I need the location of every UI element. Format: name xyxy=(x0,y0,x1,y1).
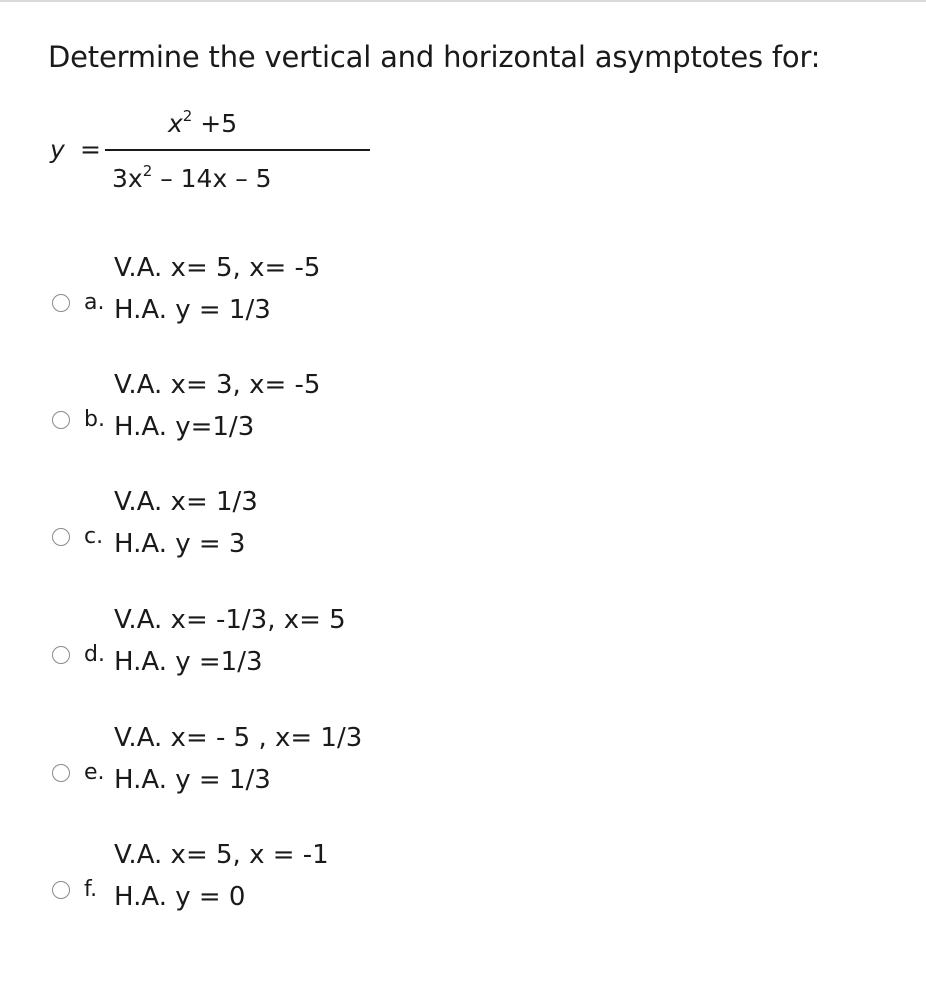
question-prompt: Determine the vertical and horizontal asymptotes for: xyxy=(48,40,821,74)
rational-function-equation xyxy=(50,103,350,203)
answer-option-e[interactable] xyxy=(0,720,926,812)
option-letter: d. xyxy=(84,642,105,667)
answer-option-c[interactable] xyxy=(0,484,926,576)
radio-button-d[interactable] xyxy=(52,646,70,664)
option-horizontal-asymptote: H.A. y = 1/3 xyxy=(114,295,271,325)
option-letter: a. xyxy=(84,290,105,315)
numerator-base: x xyxy=(168,109,183,138)
option-vertical-asymptote: V.A. x= 5, x= -5 xyxy=(114,253,321,283)
option-vertical-asymptote: V.A. x= 3, x= -5 xyxy=(114,370,321,400)
fraction-denominator xyxy=(112,162,272,193)
radio-button-f[interactable] xyxy=(52,881,70,899)
radio-button-a[interactable] xyxy=(52,294,70,312)
fraction-bar xyxy=(105,149,370,151)
numerator-rest: +5 xyxy=(192,109,238,138)
option-horizontal-asymptote: H.A. y =1/3 xyxy=(114,647,263,677)
radio-button-e[interactable] xyxy=(52,764,70,782)
option-vertical-asymptote: V.A. x= 1/3 xyxy=(114,487,258,517)
equation-lhs: y xyxy=(50,135,65,164)
option-vertical-asymptote: V.A. x= - 5 , x= 1/3 xyxy=(114,723,363,753)
answer-option-a[interactable] xyxy=(0,250,926,342)
answer-option-d[interactable] xyxy=(0,602,926,694)
option-horizontal-asymptote: H.A. y = 3 xyxy=(114,529,246,559)
option-horizontal-asymptote: H.A. y = 0 xyxy=(114,882,246,912)
fraction-numerator xyxy=(168,107,237,138)
numerator-exponent: 2 xyxy=(182,107,193,125)
answer-option-b[interactable] xyxy=(0,367,926,459)
option-horizontal-asymptote: H.A. y = 1/3 xyxy=(114,765,271,795)
denominator-exponent: 2 xyxy=(142,162,153,180)
equation-equals-sign: = xyxy=(80,135,101,164)
denominator-rest: – 14x – 5 xyxy=(152,164,272,193)
denominator-coef: 3x xyxy=(112,164,143,193)
answer-option-f[interactable] xyxy=(0,837,926,929)
option-letter: c. xyxy=(84,524,104,549)
option-letter: f. xyxy=(84,877,98,902)
option-vertical-asymptote: V.A. x= -1/3, x= 5 xyxy=(114,605,346,635)
option-vertical-asymptote: V.A. x= 5, x = -1 xyxy=(114,840,329,870)
option-horizontal-asymptote: H.A. y=1/3 xyxy=(114,412,255,442)
top-divider xyxy=(0,0,926,2)
option-letter: b. xyxy=(84,407,105,432)
radio-button-b[interactable] xyxy=(52,411,70,429)
option-letter: e. xyxy=(84,760,105,785)
radio-button-c[interactable] xyxy=(52,528,70,546)
